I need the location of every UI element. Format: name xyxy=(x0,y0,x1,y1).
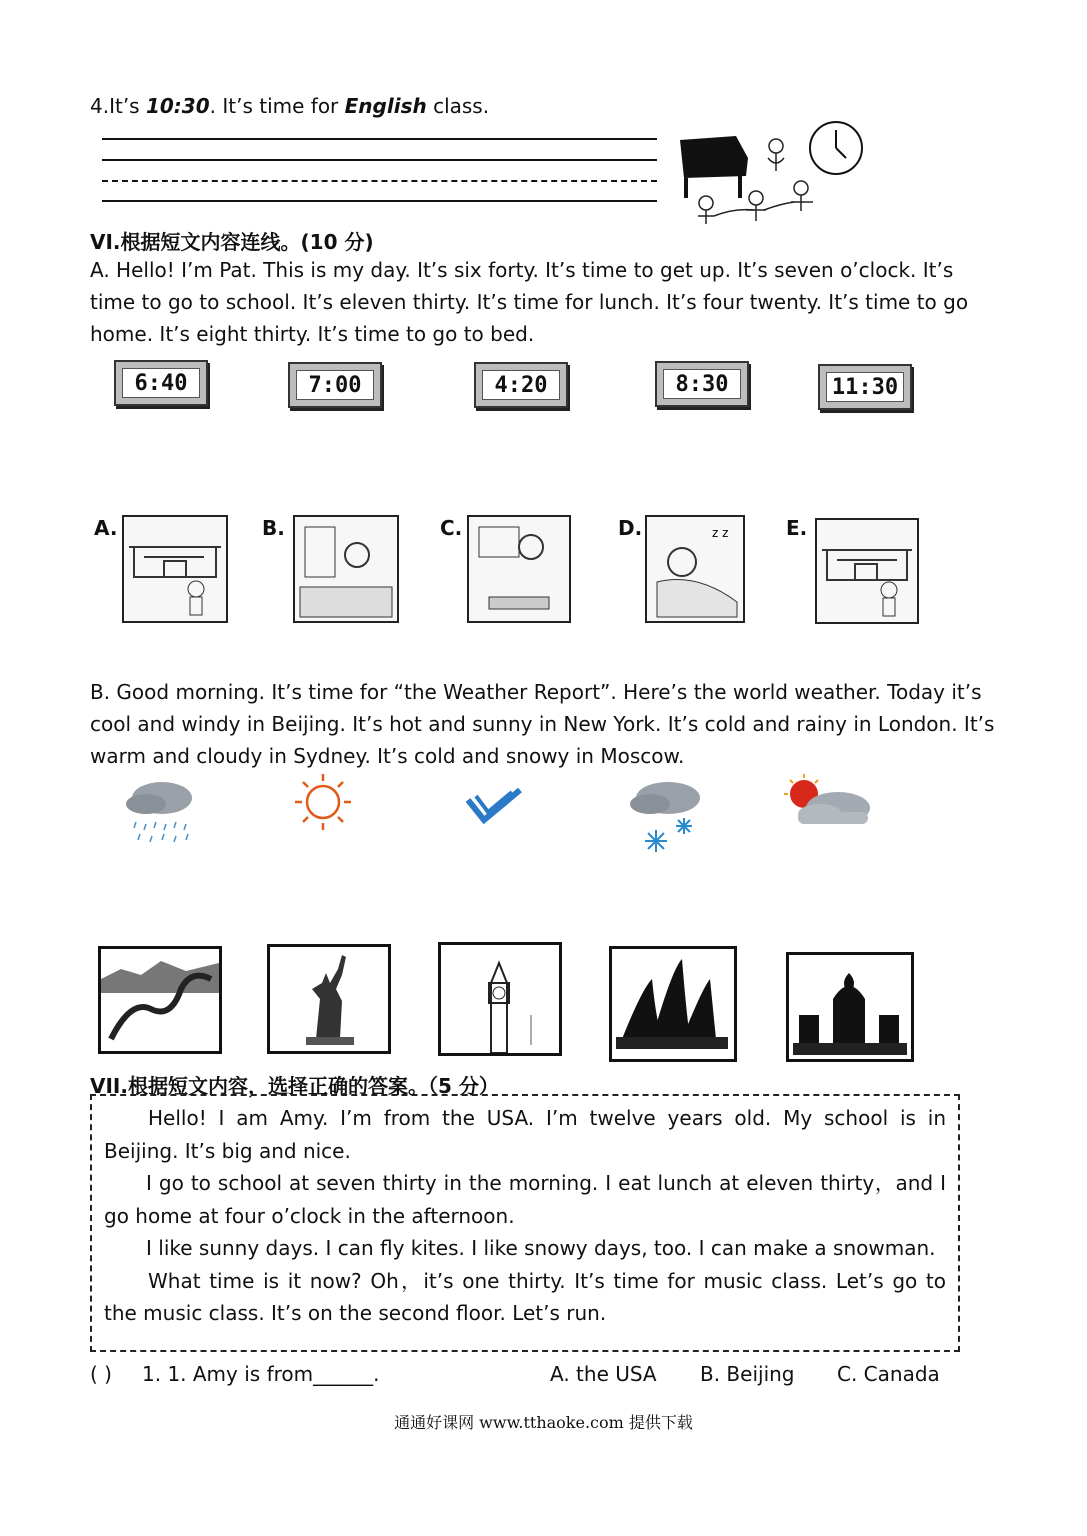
option-c[interactable]: C. Canada xyxy=(837,1362,940,1386)
passage-a-line: home. It’s eight thirty. It’s time to go to bed. xyxy=(90,322,535,346)
passage-paragraph: Hello! I am Amy. I’m from the USA. I’m twelve years old. My school is in Beijing. It’s big and nice. I go to school at seven thirty in the morning. I eat lunch at eleven thirty，and I go home at four o’clock in the afternoon. I like sunny days. I can fly kites. I like snowy days, too. I can make a snowman. What time is it now? Oh，it’s one thirty. It’s time for music class. Let’s go to the music class. It’s on the second floor. Let’s run. xyxy=(104,1106,946,1325)
time-card[interactable]: 7:00 xyxy=(288,362,382,408)
school-picture[interactable] xyxy=(122,515,228,623)
writing-line xyxy=(102,138,657,140)
sydney-opera-house-picture[interactable] xyxy=(609,946,737,1062)
snow-cloud-icon[interactable] xyxy=(624,772,710,858)
sun-icon[interactable] xyxy=(288,772,358,836)
music-class-illustration xyxy=(676,118,866,240)
reading-passage xyxy=(90,1094,960,1352)
clock-icon xyxy=(810,122,862,174)
time-card[interactable]: 8:30 xyxy=(655,361,749,407)
option-b[interactable]: B. Beijing xyxy=(700,1362,795,1386)
passage-b-line: warm and cloudy in Sydney. It’s cold and snowy in Moscow. xyxy=(90,744,685,768)
picture-label: C. xyxy=(440,516,463,540)
great-wall-picture[interactable] xyxy=(98,946,222,1054)
passage-b-line: cool and windy in Beijing. It’s hot and sunny in New York. It’s cold and rainy in London. It’s xyxy=(90,712,995,736)
statue-of-liberty-picture[interactable] xyxy=(267,944,391,1054)
time-card[interactable]: 11:30 xyxy=(818,364,912,410)
svg-text:z z: z z xyxy=(712,526,729,540)
time-card[interactable]: 6:40 xyxy=(114,360,208,406)
section-7-heading: VII.根据短文内容，选择正确的答案。（5 分） xyxy=(90,1074,499,1098)
answer-bracket[interactable]: ( ) xyxy=(90,1362,112,1386)
lunch-picture[interactable] xyxy=(467,515,571,623)
time-card[interactable]: 4:20 xyxy=(474,362,568,408)
get-up-picture[interactable] xyxy=(293,515,399,623)
picture-label: B. xyxy=(262,516,285,540)
writing-line xyxy=(102,159,657,161)
writing-line xyxy=(102,200,657,202)
rain-cloud-icon[interactable] xyxy=(122,772,200,850)
big-ben-picture[interactable] xyxy=(438,942,562,1056)
picture-label: D. xyxy=(618,516,643,540)
moscow-cathedral-picture[interactable] xyxy=(786,952,914,1062)
picture-label: A. xyxy=(94,516,118,540)
sun-cloud-icon[interactable] xyxy=(780,772,876,830)
question-4: 4.It’s 10:30. It’s time for English class. xyxy=(90,94,490,118)
section-6-heading: VI.根据短文内容连线。(10 分) xyxy=(90,230,374,254)
picture-label: E. xyxy=(786,516,808,540)
option-a[interactable]: A. the USA xyxy=(550,1362,657,1386)
passage-b-line: B. Good morning. It’s time for “the Weather Report”. Here’s the world weather. Today it’s xyxy=(90,680,982,704)
go-home-picture[interactable] xyxy=(815,518,919,624)
question-1-stem: 1. 1. Amy is from______. xyxy=(142,1362,380,1386)
writing-line xyxy=(102,180,657,182)
passage-a-line: A. Hello! I’m Pat. This is my day. It’s six forty. It’s time to get up. It’s seven o’clock. It’s xyxy=(90,258,954,282)
footer-text: 通通好课网 www.tthaoke.com 提供下载 xyxy=(394,1413,693,1432)
go-to-bed-picture[interactable] xyxy=(645,515,745,623)
wind-icon[interactable] xyxy=(462,786,526,830)
passage-a-line: time to go to school. It’s eleven thirty. It’s time for lunch. It’s four twenty. It’s time to go xyxy=(90,290,969,314)
